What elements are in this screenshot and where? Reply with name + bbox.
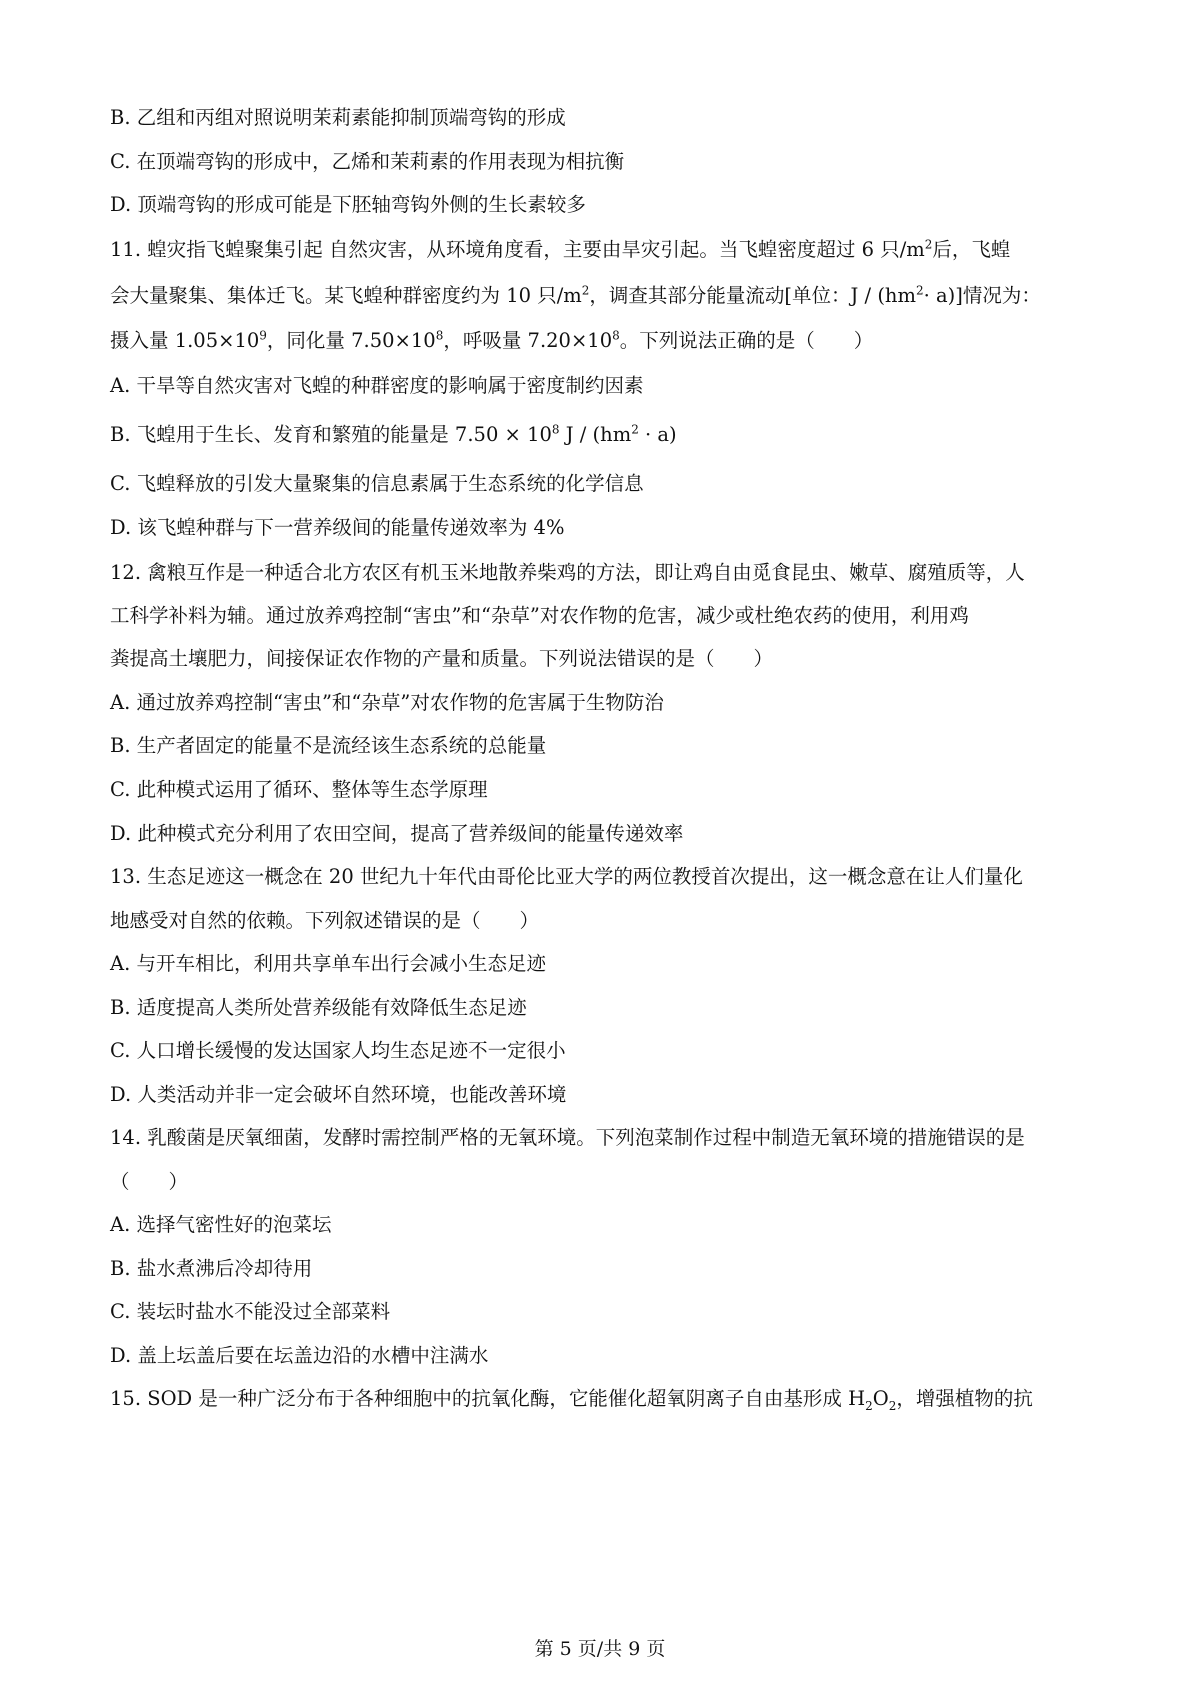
option-text: D. 人类活动并非一定会破坏自然环境，也能改善环境: [110, 1083, 567, 1106]
option-11-a: [110, 371, 1100, 401]
option-text: D. 顶端弯钩的形成可能是下胚轴弯钩外侧的生长素较多: [110, 193, 586, 216]
superscript: 2: [924, 237, 933, 252]
formula: J / (hm: [559, 423, 632, 446]
option-11-b: [110, 420, 1100, 450]
option-13-d: [110, 1080, 1100, 1110]
question-text: 地感受对自然的依赖。下列叙述错误的是（ ）: [110, 909, 540, 932]
option-text: B. 乙组和丙组对照说明茉莉素能抑制顶端弯钩的形成: [110, 106, 566, 129]
question-12-line-1: [110, 558, 1100, 588]
superscript: 2: [915, 283, 924, 298]
option-text: D. 该飞蝗种群与下一营养级间的能量传递效率为 4%: [110, 516, 565, 539]
question-text: 14. 乳酸菌是厌氧细菌，发酵时需控制严格的无氧环境。下列泡菜制作过程中制造无氧环境的措施错误的是: [110, 1126, 1025, 1149]
superscript: 8: [435, 328, 444, 343]
option-10-b: [110, 103, 1100, 133]
option-text: D. 盖上坛盖后要在坛盖边沿的水槽中注满水: [110, 1344, 489, 1367]
option-text: C. 此种模式运用了循环、整体等生态学原理: [110, 778, 488, 801]
option-10-c: [110, 147, 1100, 177]
formula: 7.50 × 10: [448, 423, 552, 446]
question-text: 13. 生态足迹这一概念在 20 世纪九十年代由哥伦比亚大学的两位教授首次提出，这一概念意在让人们量化: [110, 865, 1023, 888]
option-text: C. 人口增长缓慢的发达国家人均生态足迹不一定很小: [110, 1039, 566, 1062]
question-text: O: [872, 1387, 889, 1410]
option-text: B. 飞蝗用于生长、发育和繁殖的能量是: [110, 423, 449, 446]
superscript: 8: [551, 422, 560, 437]
unit-formula: J / (hm: [850, 284, 916, 307]
option-text: A. 通过放养鸡控制“害虫”和“杂草”对农作物的危害属于生物防治: [110, 691, 664, 714]
question-text: 会大量聚集、集体迁飞。某飞蝗种群密度约为 10 只/m: [110, 284, 582, 307]
question-11-line-1: [110, 235, 1100, 265]
question-13-line-2: [110, 906, 1100, 936]
question-text: 15. SOD 是一种广泛分布于各种细胞中的抗氧化酶，它能催化超氧阴离子自由基形成 H: [110, 1387, 866, 1410]
option-12-a: [110, 688, 1100, 718]
superscript: 9: [259, 328, 267, 343]
question-12-line-3: [110, 644, 1100, 674]
option-13-b: [110, 993, 1100, 1023]
unit-formula: · a): [923, 284, 956, 307]
question-text: ]情况为：: [955, 284, 1041, 307]
question-text: （ ）: [110, 1170, 189, 1193]
option-11-c: [110, 469, 1100, 499]
option-12-b: [110, 731, 1100, 761]
question-text: ，增强植物的抗: [896, 1387, 1033, 1410]
question-text: ，同化量 7.50×10: [266, 329, 436, 352]
option-text: C. 装坛时盐水不能没过全部菜料: [110, 1300, 391, 1323]
subscript: 2: [888, 1398, 897, 1413]
page-footer: 第 5 页/共 9 页: [534, 1638, 666, 1660]
superscript: 2: [631, 422, 639, 437]
option-text: A. 干旱等自然灾害对飞蝗的种群密度的影响属于密度制约因素: [110, 374, 644, 397]
option-text: B. 盐水煮沸后冷却待用: [110, 1257, 313, 1280]
option-text: A. 与开车相比，利用共享单车出行会减小生态足迹: [110, 952, 546, 975]
subscript: 2: [865, 1398, 873, 1413]
option-12-d: [110, 819, 1100, 849]
question-text: ，调查其部分能量流动[单位：: [589, 284, 851, 307]
question-11-line-3: [110, 326, 1100, 356]
question-text: ，呼吸量 7.20×10: [443, 329, 613, 352]
formula: · a): [638, 423, 677, 446]
question-12-line-2: [110, 601, 1100, 631]
option-text: B. 适度提高人类所处营养级能有效降低生态足迹: [110, 996, 527, 1019]
option-text: C. 在顶端弯钩的形成中，乙烯和茉莉素的作用表现为相抗衡: [110, 150, 625, 173]
option-13-a: [110, 949, 1100, 979]
option-12-c: [110, 775, 1100, 805]
question-text: 粪提高土壤肥力，间接保证农作物的产量和质量。下列说法错误的是（ ）: [110, 647, 774, 670]
question-text: 工科学补料为辅。通过放养鸡控制“害虫”和“杂草”对农作物的危害，减少或杜绝农药的使用，利用鸡: [110, 604, 969, 627]
question-text: 12. 禽粮互作是一种适合北方农区有机玉米地散养柴鸡的方法，即让鸡自由觅食昆虫、嫩草、腐殖质等，人: [110, 561, 1025, 584]
option-14-a: [110, 1210, 1100, 1240]
option-13-c: [110, 1036, 1100, 1066]
superscript: 8: [612, 328, 620, 343]
question-15-line-1: [110, 1384, 1100, 1414]
question-14-line-2: [110, 1167, 1100, 1197]
option-text: C. 飞蝗释放的引发大量聚集的信息素属于生态系统的化学信息: [110, 472, 644, 495]
option-14-b: [110, 1254, 1100, 1284]
option-text: B. 生产者固定的能量不是流经该生态系统的总能量: [110, 734, 547, 757]
option-14-d: [110, 1341, 1100, 1371]
option-10-d: [110, 190, 1100, 220]
question-text: 11. 蝗灾指飞蝗聚集引起 自然灾害，从环境角度看，主要由旱灾引起。当飞蝗密度超过 6 只/m: [110, 238, 925, 261]
question-text: 摄入量 1.05×10: [110, 329, 260, 352]
question-text: 后，飞蝗: [932, 238, 1011, 261]
option-text: D. 此种模式充分利用了农田空间，提高了营养级间的能量传递效率: [110, 822, 684, 845]
option-14-c: [110, 1297, 1100, 1327]
question-11-line-2: [110, 281, 1100, 311]
question-13-line-1: [110, 862, 1100, 892]
question-text: 。下列说法正确的是（ ）: [619, 329, 874, 352]
question-14-line-1: [110, 1123, 1100, 1153]
option-11-d: [110, 513, 1100, 543]
option-text: A. 选择气密性好的泡菜坛: [110, 1213, 332, 1236]
superscript: 2: [581, 283, 590, 298]
